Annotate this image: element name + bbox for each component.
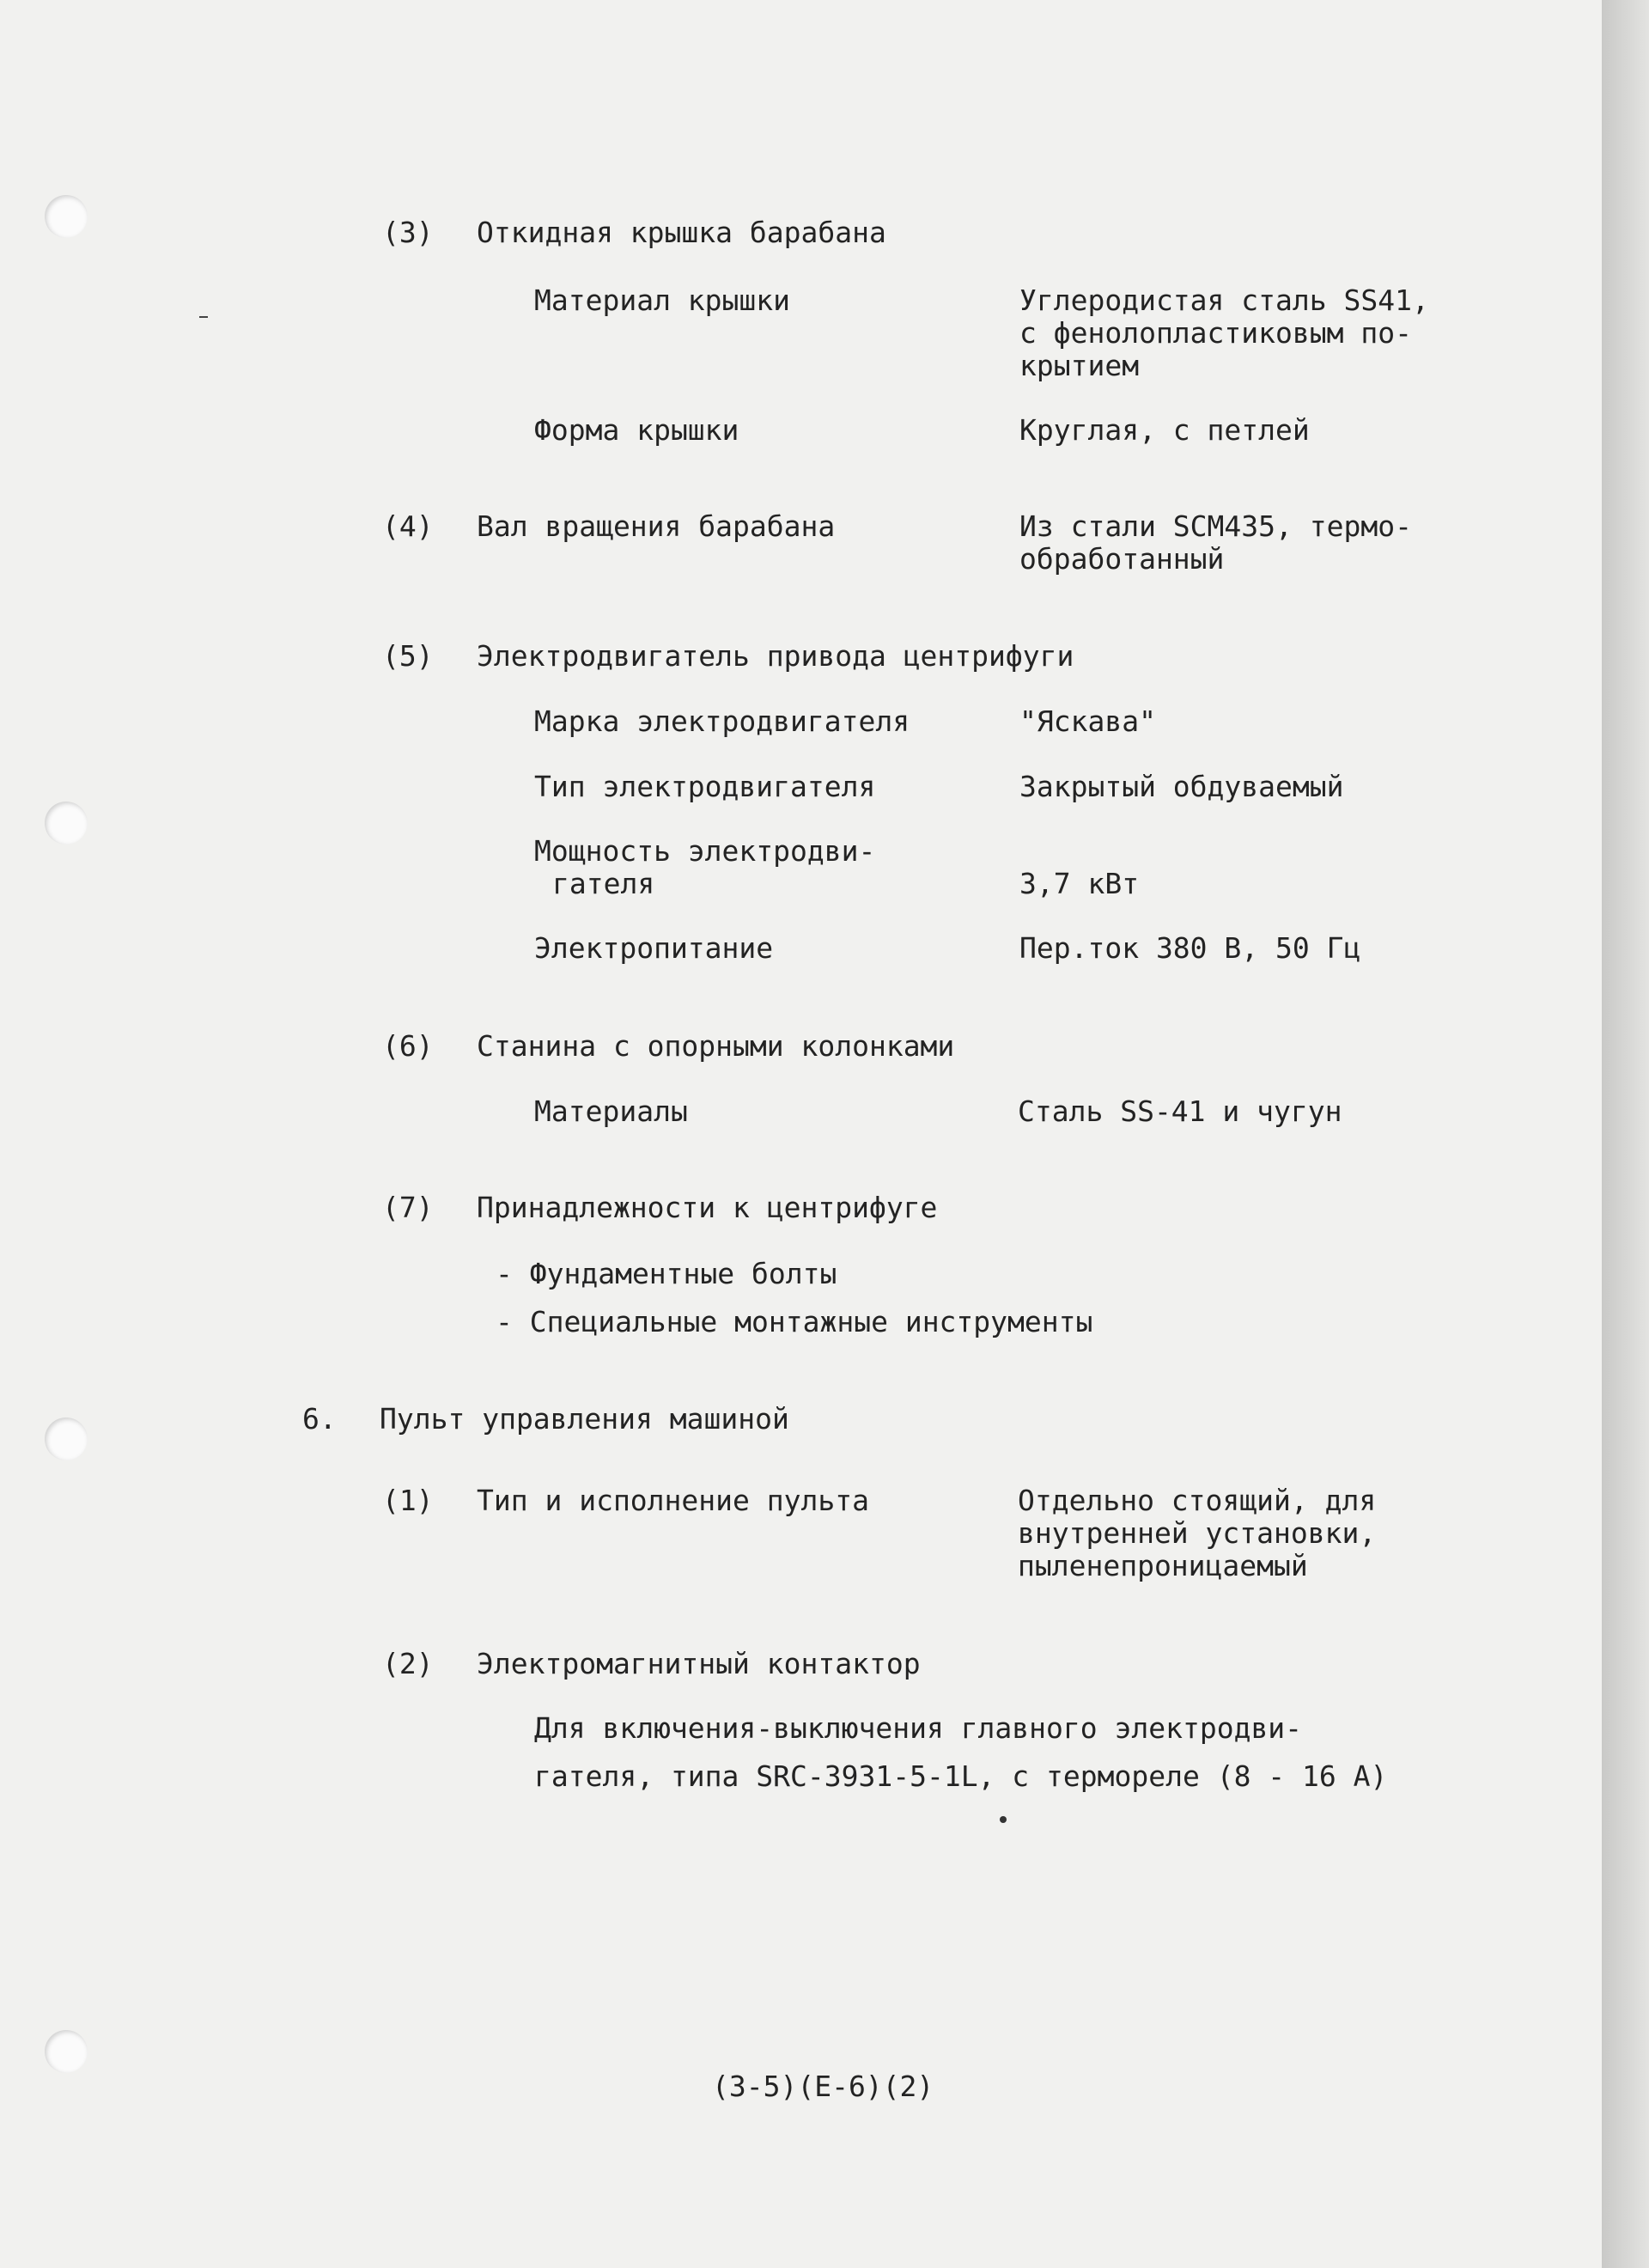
ink-speck: [1000, 1816, 1007, 1823]
item-number: (2): [382, 1647, 434, 1680]
item-title: Принадлежности к центрифуге: [477, 1191, 938, 1224]
spec-label: Форма крышки: [534, 413, 739, 447]
item-title: Тип и исполнение пульта: [477, 1484, 869, 1517]
page-code: (3-5)(Е-6)(2): [712, 2070, 934, 2103]
item-number: (4): [382, 509, 434, 543]
spec-label: Электропитание: [534, 931, 774, 965]
spec-label: Тип электродвигателя: [534, 770, 876, 803]
paragraph-line: гателя, типа SRC-3931-5-1L, с термореле (8 - 16 А): [534, 1759, 1388, 1793]
spec-label: Материалы: [534, 1094, 688, 1128]
spec-label: Марка электродвигателя: [534, 704, 910, 738]
item-number: (6): [382, 1029, 434, 1063]
spec-value: Круглая, с петлей: [1019, 413, 1310, 447]
punch-hole: [45, 2030, 88, 2073]
page-edge: [1602, 0, 1649, 2268]
punch-hole: [45, 802, 88, 844]
section-number: 6.: [302, 1402, 337, 1436]
item-number: (7): [382, 1191, 434, 1224]
item-title: Станина с опорными колонками: [477, 1029, 955, 1063]
item-title: Вал вращения барабана: [477, 509, 836, 543]
spec-value: пыленепроницаемый: [1018, 1549, 1308, 1582]
spec-value: Отдельно стоящий, для: [1018, 1484, 1377, 1517]
punch-hole: [45, 1418, 88, 1460]
spec-value: 3,7 кВт: [1019, 867, 1140, 900]
spec-label: гателя: [552, 867, 655, 900]
stray-mark: [199, 316, 208, 318]
item-number: (3): [382, 216, 434, 249]
spec-label: Мощность электродви-: [534, 834, 876, 868]
spec-value: "Яскава": [1019, 704, 1156, 738]
spec-value: Углеродистая сталь SS41,: [1019, 284, 1429, 317]
item-title: Электродвигатель привода центрифуги: [477, 639, 1074, 673]
item-title: Откидная крышка барабана: [477, 216, 886, 249]
item-number: (1): [382, 1484, 434, 1517]
list-item: - Специальные монтажные инструменты: [496, 1305, 1093, 1338]
spec-value: Сталь SS-41 и чугун: [1018, 1094, 1342, 1128]
spec-value: с фенолопластиковым по-: [1019, 316, 1412, 350]
punch-hole: [45, 195, 88, 238]
spec-value: внутренней установки,: [1018, 1516, 1377, 1550]
spec-value: Пер.ток 380 В, 50 Гц: [1019, 931, 1361, 965]
list-item: - Фундаментные болты: [496, 1257, 837, 1290]
spec-value: Из стали SCM435, термо-: [1019, 509, 1412, 543]
spec-value: Закрытый обдуваемый: [1019, 770, 1344, 803]
spec-value: обработанный: [1019, 542, 1225, 576]
item-title: Электромагнитный контактор: [477, 1647, 921, 1680]
spec-value: крытием: [1019, 349, 1140, 382]
section-title: Пульт управления машиной: [380, 1402, 789, 1436]
item-number: (5): [382, 639, 434, 673]
spec-label: Материал крышки: [534, 284, 791, 317]
paragraph-line: Для включения-выключения главного электродви-: [534, 1711, 1303, 1745]
